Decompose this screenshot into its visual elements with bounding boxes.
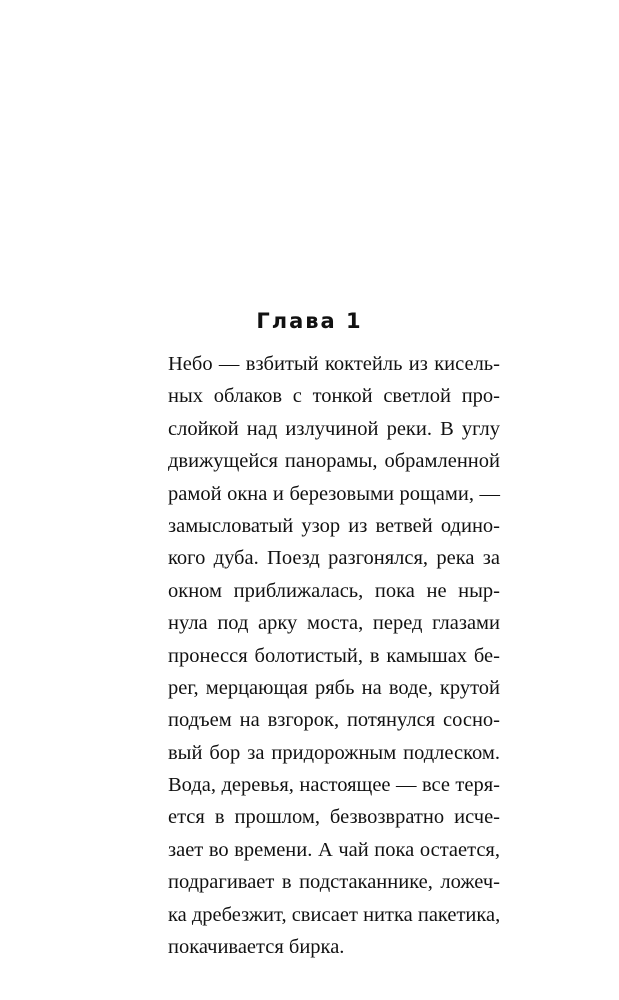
text-line: зает во времени. А чай пока остается, xyxy=(168,838,500,861)
text-line: рамой окна и березовыми рощами, — xyxy=(168,482,500,505)
text-line: рег, мерцающая рябь на воде, крутой xyxy=(168,676,500,699)
text-line: ных облаков с тонкой светлой про- xyxy=(168,385,500,408)
text-line: ется в прошлом, безвозвратно исче- xyxy=(168,806,500,829)
text-line: окном приближалась, пока не ныр- xyxy=(168,579,500,602)
chapter-title: Глава 1 xyxy=(256,309,363,333)
chapter-paragraph xyxy=(168,348,500,963)
text-line: ка дребезжит, свисает нитка пакетика, xyxy=(168,903,501,926)
text-line: замысловатый узор из ветвей одино- xyxy=(168,514,500,537)
text-line: нула под арку моста, перед глазами xyxy=(168,612,500,635)
text-line: пронесся болотистый, в камышах бе- xyxy=(168,644,500,667)
text-line: подъем на взгорок, потянулся сосно- xyxy=(168,709,500,732)
text-line: вый бор за придорожным подлеском. xyxy=(168,741,500,764)
text-line: подрагивает в подстаканнике, ложеч- xyxy=(168,871,500,894)
text-line: Небо — взбитый коктейль из кисель- xyxy=(168,353,500,375)
text-line: слойкой над излучиной реки. В углу xyxy=(168,417,500,440)
text-line: покачивается бирка. xyxy=(168,936,345,959)
text-line: Вода, деревья, настоящее — все теря- xyxy=(168,774,500,797)
text-line: движущейся панорамы, обрамленной xyxy=(168,450,500,473)
text-line: кого дуба. Поезд разгонялся, река за xyxy=(168,547,500,570)
